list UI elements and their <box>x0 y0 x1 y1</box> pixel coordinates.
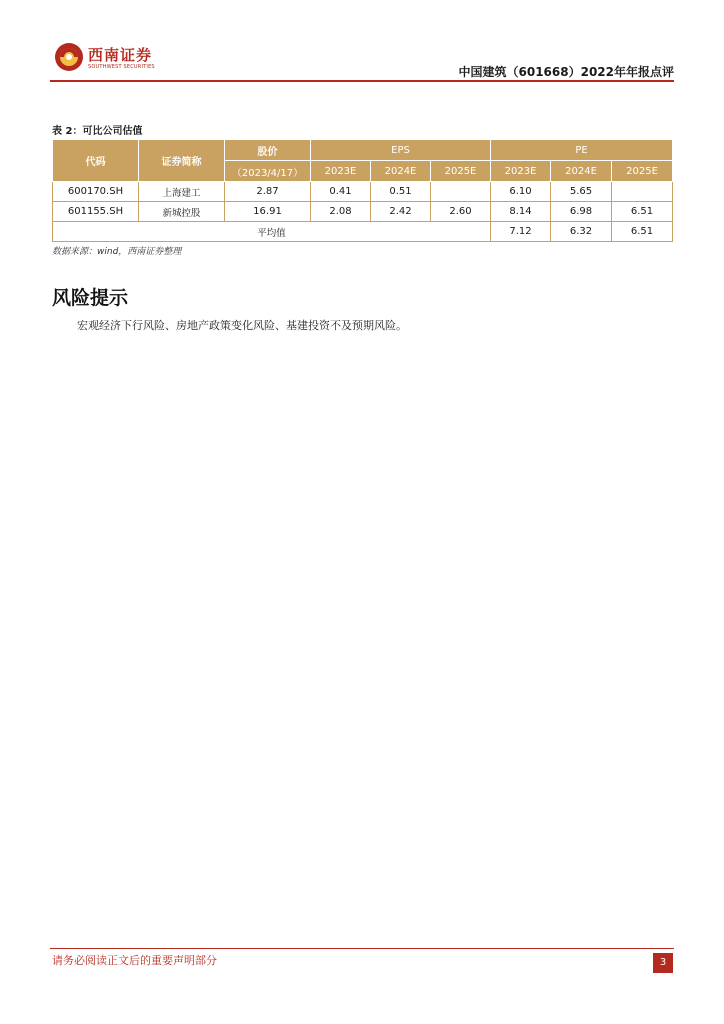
table-caption: 表 2：可比公司估值 <box>52 126 143 137</box>
col-header-code: 代码 <box>53 140 139 182</box>
cell-code: 600170.SH <box>53 182 139 202</box>
table-row <box>53 202 673 222</box>
cell-pe <box>612 182 673 202</box>
cell-name: 上海建工 <box>139 182 225 202</box>
logo-emblem-icon <box>54 42 84 72</box>
cell-pe: 5.65 <box>551 182 612 202</box>
cell-avg-pe: 7.12 <box>491 222 551 242</box>
col-header-name: 证券简称 <box>139 140 225 182</box>
cell-eps <box>431 182 491 202</box>
cell-average-label: 平均值 <box>53 222 491 242</box>
col-header-eps-year: 2025E <box>431 161 491 182</box>
table-source-note: 数据来源：wind，西南证券整理 <box>52 247 182 257</box>
col-header-price: 股价 <box>225 140 311 161</box>
cell-eps: 2.42 <box>371 202 431 222</box>
cell-pe: 6.98 <box>551 202 612 222</box>
cell-code: 601155.SH <box>53 202 139 222</box>
cell-avg-pe: 6.32 <box>551 222 612 242</box>
company-logo <box>54 42 174 76</box>
cell-pe: 8.14 <box>491 202 551 222</box>
col-header-pe-year: 2023E <box>491 161 551 182</box>
col-header-eps-year: 2023E <box>311 161 371 182</box>
cell-price: 2.87 <box>225 182 311 202</box>
col-header-pe-year: 2025E <box>612 161 673 182</box>
report-title: 中国建筑（601668）2022年年报点评 <box>458 65 674 79</box>
header-divider <box>50 80 674 82</box>
logo-text-en: SOUTHWEST SECURITIES <box>88 64 155 70</box>
col-header-pe-year: 2024E <box>551 161 612 182</box>
col-header-eps: EPS <box>311 140 491 161</box>
page-number: 3 <box>653 953 673 973</box>
cell-eps: 2.08 <box>311 202 371 222</box>
col-header-price-date: （2023/4/17） <box>225 161 311 182</box>
risk-paragraph: 宏观经济下行风险、房地产政策变化风险、基建投资不及预期风险。 <box>77 319 407 332</box>
cell-pe: 6.51 <box>612 202 673 222</box>
cell-price: 16.91 <box>225 202 311 222</box>
cell-avg-pe: 6.51 <box>612 222 673 242</box>
cell-pe: 6.10 <box>491 182 551 202</box>
table-row <box>53 182 673 202</box>
valuation-table <box>52 139 673 242</box>
col-header-eps-year: 2024E <box>371 161 431 182</box>
col-header-pe: PE <box>491 140 673 161</box>
footer-divider <box>50 948 674 949</box>
cell-eps: 2.60 <box>431 202 491 222</box>
risk-section-title: 风险提示 <box>52 287 129 309</box>
cell-eps: 0.51 <box>371 182 431 202</box>
logo-text-cn: 西南证券 <box>88 46 153 64</box>
cell-name: 新城控股 <box>139 202 225 222</box>
footer-disclaimer: 请务必阅读正文后的重要声明部分 <box>52 954 217 967</box>
average-row <box>53 222 673 242</box>
cell-eps: 0.41 <box>311 182 371 202</box>
